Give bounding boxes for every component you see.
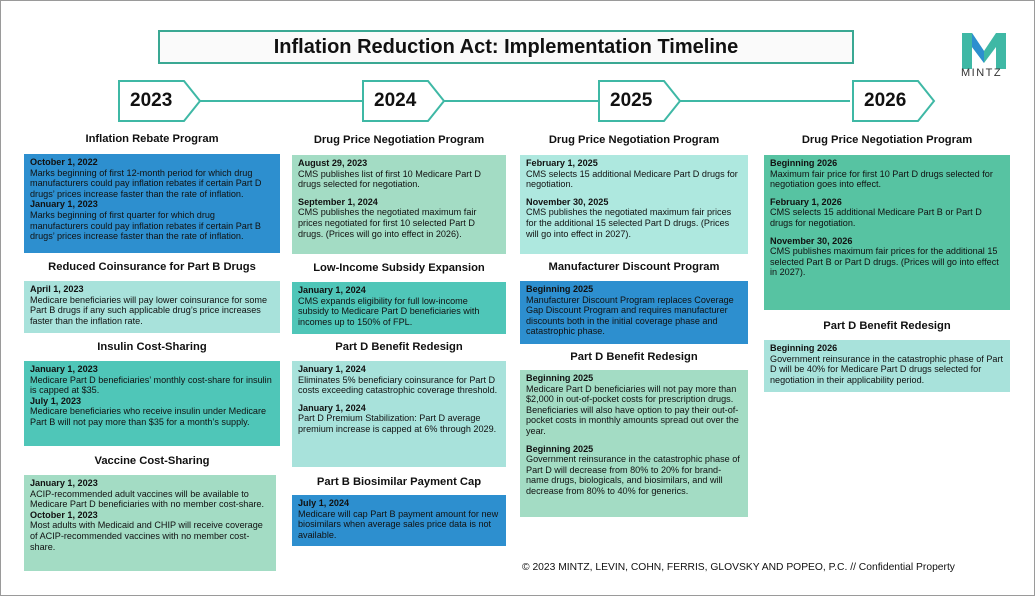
event-date: Beginning 2026 [770, 343, 838, 353]
section-title: Low-Income Subsidy Expansion [313, 262, 485, 274]
event-date: January 1, 2023 [30, 478, 98, 488]
event-box [520, 281, 748, 344]
section-title: Drug Price Negotiation Program [548, 134, 720, 146]
event-box [24, 281, 280, 333]
event-date: November 30, 2025 [526, 196, 609, 207]
section-title: Drug Price Negotiation Program [313, 134, 485, 146]
event-box [292, 361, 506, 467]
event-text: CMS selects 15 additional Medicare Part D drugs for negotiation. [526, 168, 738, 190]
event-box [292, 495, 506, 546]
event-text: Medicare Part D beneficiaries will not pay more than $2,000 in out-of-pocket costs for prescription drugs. Beneficiaries will also have option to pay their out-of-pocket costs in monthly amounts spread out over the year. [526, 383, 739, 436]
event-text: CMS publishes list of first 10 Medicare Part D drugs selected for negotiation. [298, 168, 481, 190]
event-box [520, 370, 748, 517]
event-box [24, 154, 280, 253]
event-text: Medicare beneficiaries will pay lower coinsurance for some Part B drugs if any such applicable drug’s price increases faster than the inflation rate. [30, 294, 268, 326]
event-date: January 1, 2023 [30, 364, 98, 374]
event-date: October 1, 2022 [30, 157, 98, 167]
event-box [24, 475, 276, 571]
event-text: Marks beginning of first 12-month period for which drug manufacturers could pay inflation rebates if certain Part D drugs’ prices increase faster than the rate of inflation. [30, 167, 262, 199]
section-title: Part D Benefit Redesign [335, 341, 463, 353]
event-date: January 1, 2023 [30, 199, 98, 210]
event-date: January 1, 2024 [298, 364, 366, 374]
event-date: February 1, 2025 [526, 158, 598, 168]
event-date: Beginning 2026 [770, 158, 838, 168]
event-text: ACIP-recommended adult vaccines will be available to Medicare Part D beneficiaries with no member cost-share. [30, 488, 265, 510]
event-box [520, 155, 748, 254]
title-banner [158, 30, 854, 64]
section-title: Part D Benefit Redesign [823, 320, 951, 332]
logo-text: MINTZ [961, 67, 1003, 79]
event-date: July 1, 2023 [30, 395, 82, 406]
event-text: Maximum fair price for first 10 Part D drugs selected for negotiation goes into effect. [770, 168, 993, 190]
year-label: 2025 [610, 90, 653, 111]
event-text: CMS selects 15 additional Medicare Part B or Part D drugs for negotiation. [770, 207, 982, 228]
event-text: CMS publishes the negotiated maximum fair prices negotiated for first 10 selected Part D drugs. (Prices will go into effect in 2026). [298, 207, 477, 239]
event-box [292, 282, 506, 334]
year-label: 2026 [864, 90, 907, 111]
event-date: April 1, 2023 [30, 284, 84, 294]
section-title: Reduced Coinsurance for Part B Drugs [48, 261, 256, 273]
year-marker-2023 [118, 80, 200, 122]
event-text: Medicare beneficiaries who receive insulin under Medicare Part B will not pay more than $35 for a month’s supply. [30, 406, 267, 427]
event-date: September 1, 2024 [298, 196, 378, 207]
event-date: Beginning 2025 [526, 443, 594, 454]
event-text: CMS expands eligibility for full low-income subsidy to Medicare Part D beneficiaries with incomes up to 150% of FPL. [298, 295, 480, 327]
section-title: Part D Benefit Redesign [570, 351, 698, 363]
event-date: August 29, 2023 [298, 158, 368, 168]
section-title: Manufacturer Discount Program [548, 261, 720, 273]
timeline-line [200, 100, 850, 102]
event-date: July 1, 2024 [298, 498, 350, 508]
event-text: Medicare Part D beneficiaries’ monthly cost-share for insulin is capped at $35. [30, 374, 272, 396]
section-title: Part B Biosimilar Payment Cap [316, 476, 482, 488]
event-text: Part D Premium Stabilization: Part D average premium increase is capped at 6% through 2029. [298, 413, 497, 434]
section-title: Insulin Cost-Sharing [97, 341, 207, 353]
event-text: Marks beginning of first quarter for which drug manufacturers could pay inflation rebates if certain Part B drugs’ prices increase faster than the rate of inflation. [30, 209, 261, 242]
section-title: Vaccine Cost-Sharing [94, 455, 210, 467]
event-text: Medicare will cap Part B payment amount for new biosimilars when average sales price data is not available. [298, 508, 499, 540]
year-label: 2023 [130, 90, 173, 111]
year-marker-2026 [852, 80, 934, 122]
event-date: October 1, 2023 [30, 509, 98, 520]
event-date: January 1, 2024 [298, 285, 366, 295]
event-text: CMS publishes maximum fair prices for the additional 15 selected Part B or Part D drugs. (Prices will go into effect in 2027). [770, 246, 999, 278]
event-text: Government reinsurance in the catastrophic phase of Part D will decrease from 80% to 20% for brand-name drugs, biologicals, and biosimilars, and will decrease from 80% to 40% for generics. [526, 454, 740, 496]
event-box [764, 155, 1010, 310]
event-box [24, 361, 280, 446]
page-title: Inflation Reduction Act: Implementation Timeline [273, 35, 739, 58]
event-box [292, 155, 506, 254]
year-label: 2024 [374, 90, 417, 111]
event-text: Most adults with Medicaid and CHIP will receive coverage of ACIP-recommended vaccines with no member cost-share. [30, 520, 263, 552]
year-marker-2024 [362, 80, 444, 122]
event-text: CMS publishes the negotiated maximum fair prices for the additional 15 selected Part D drugs. (Prices will go into effect in 2027). [526, 207, 732, 239]
event-date: November 30, 2026 [770, 235, 853, 246]
event-date: January 1, 2024 [298, 402, 366, 413]
footer-copyright: © 2023 MINTZ, LEVIN, COHN, FERRIS, GLOVSKY AND POPEO, P.C. // Confidential Property [522, 562, 955, 573]
section-title: Drug Price Negotiation Program [801, 134, 973, 146]
event-box [764, 340, 1010, 392]
event-text: Eliminates 5% beneficiary coinsurance for Part D costs exceeding catastrophic coverage threshold. [298, 374, 498, 396]
event-date: Beginning 2025 [526, 284, 594, 294]
section-title: Inflation Rebate Program [85, 133, 219, 145]
year-marker-2025 [598, 80, 680, 122]
event-text: Manufacturer Discount Program replaces Coverage Gap Discount Program and requires manufacturer discounts both in the initial coverage phase and catastrophic phase. [526, 294, 734, 337]
event-date: February 1, 2026 [770, 196, 842, 207]
event-text: Government reinsurance in the catastrophic phase of Part D will be 40% for Medicare Part D drugs selected for negotiation in their applicability period. [770, 353, 1004, 385]
event-date: Beginning 2025 [526, 373, 594, 383]
